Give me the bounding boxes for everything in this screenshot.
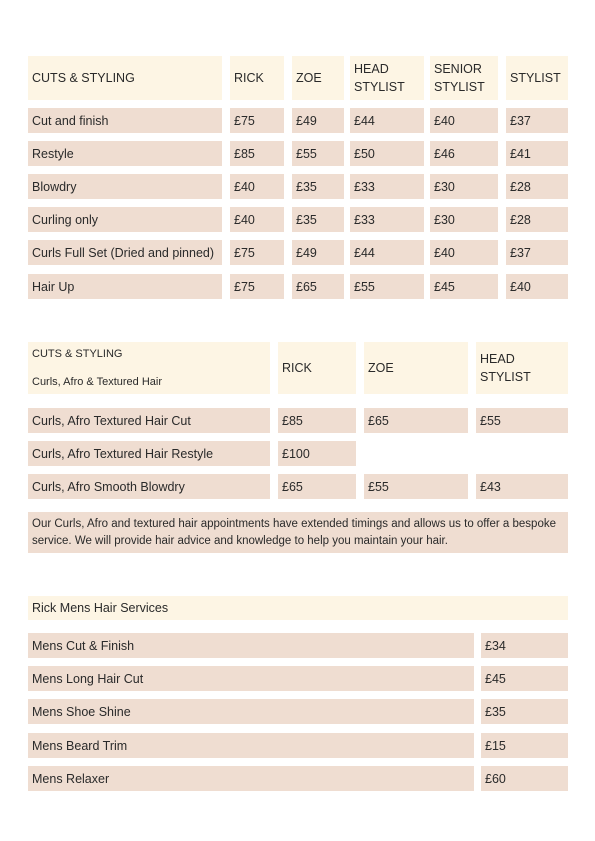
mens-service-name: Mens Long Hair Cut [28, 666, 474, 691]
table1-service-name: Blowdry [28, 174, 222, 199]
table1-header-senior-stylist [430, 56, 498, 100]
mens-services-title: Rick Mens Hair Services [28, 596, 568, 620]
table1-price-stylist: £40 [506, 274, 568, 299]
table2-price-rick: £65 [278, 474, 356, 499]
table1-price-rick: £40 [230, 174, 284, 199]
table1-header-stylist: STYLIST [506, 56, 568, 100]
table2-price-rick: £100 [278, 441, 356, 466]
table1-price-senior-stylist: £40 [430, 240, 498, 265]
table1-price-zoe: £49 [292, 108, 344, 133]
table1-price-zoe: £35 [292, 207, 344, 232]
table1-header-rick: RICK [230, 56, 284, 100]
table1-price-zoe: £55 [292, 141, 344, 166]
table2-service-name: Curls, Afro Textured Hair Cut [28, 408, 270, 433]
table1-header-head-stylist [350, 56, 424, 100]
table2-header-head-stylist: HEAD STYLIST [476, 342, 568, 394]
mens-service-price: £35 [481, 699, 568, 724]
table1-price-stylist: £37 [506, 240, 568, 265]
table2-price-zoe: £55 [364, 474, 468, 499]
mens-service-name: Mens Beard Trim [28, 733, 474, 758]
table1-price-head-stylist: £44 [350, 108, 424, 133]
curls-info-note: Our Curls, Afro and textured hair appointments have extended timings and allows us to offer a bespoke service. We will provide hair advice and knowledge to help you maintain your hair. [28, 512, 568, 553]
table1-price-zoe: £35 [292, 174, 344, 199]
table1-header-service: CUTS & STYLING [28, 56, 222, 100]
header-line: STYLIST [434, 80, 485, 94]
mens-service-name: Mens Relaxer [28, 766, 474, 791]
table2-header-title: CUTS & STYLING [32, 348, 123, 360]
table1-price-stylist: £28 [506, 207, 568, 232]
table2-header-subtitle: Curls, Afro & Textured Hair [32, 376, 163, 388]
table1-price-stylist: £37 [506, 108, 568, 133]
table1-price-senior-stylist: £30 [430, 174, 498, 199]
table1-price-senior-stylist: £46 [430, 141, 498, 166]
table1-price-zoe: £49 [292, 240, 344, 265]
table1-header-zoe: ZOE [292, 56, 344, 100]
table2-price-head-stylist: £43 [476, 474, 568, 499]
table1-price-rick: £85 [230, 141, 284, 166]
mens-service-price: £34 [481, 633, 568, 658]
mens-service-name: Mens Shoe Shine [28, 699, 474, 724]
table2-header-zoe: ZOE [364, 342, 468, 394]
table2-price-head-stylist: £55 [476, 408, 568, 433]
table2-service-name: Curls, Afro Smooth Blowdry [28, 474, 270, 499]
table1-price-head-stylist: £50 [350, 141, 424, 166]
table2-price-zoe: £65 [364, 408, 468, 433]
table1-service-name: Cut and finish [28, 108, 222, 133]
table1-price-stylist: £41 [506, 141, 568, 166]
header-line: STYLIST [354, 80, 405, 94]
mens-service-price: £45 [481, 666, 568, 691]
table1-price-zoe: £65 [292, 274, 344, 299]
table1-price-rick: £75 [230, 274, 284, 299]
table1-price-head-stylist: £33 [350, 174, 424, 199]
table1-service-name: Hair Up [28, 274, 222, 299]
header-line: HEAD [354, 62, 389, 76]
table2-header-service [28, 342, 270, 394]
mens-service-name: Mens Cut & Finish [28, 633, 474, 658]
table1-price-head-stylist: £55 [350, 274, 424, 299]
table2-header-rick: RICK [278, 342, 356, 394]
table1-price-head-stylist: £44 [350, 240, 424, 265]
table1-price-senior-stylist: £40 [430, 108, 498, 133]
table1-price-rick: £75 [230, 108, 284, 133]
table1-price-senior-stylist: £30 [430, 207, 498, 232]
table2-price-rick: £85 [278, 408, 356, 433]
header-line: SENIOR [434, 62, 482, 76]
table1-price-senior-stylist: £45 [430, 274, 498, 299]
table1-service-name: Curling only [28, 207, 222, 232]
table1-price-head-stylist: £33 [350, 207, 424, 232]
table1-price-rick: £75 [230, 240, 284, 265]
mens-service-price: £15 [481, 733, 568, 758]
table2-service-name: Curls, Afro Textured Hair Restyle [28, 441, 270, 466]
table1-service-name: Curls Full Set (Dried and pinned) [28, 240, 222, 265]
table1-price-stylist: £28 [506, 174, 568, 199]
table1-service-name: Restyle [28, 141, 222, 166]
table1-price-rick: £40 [230, 207, 284, 232]
mens-service-price: £60 [481, 766, 568, 791]
